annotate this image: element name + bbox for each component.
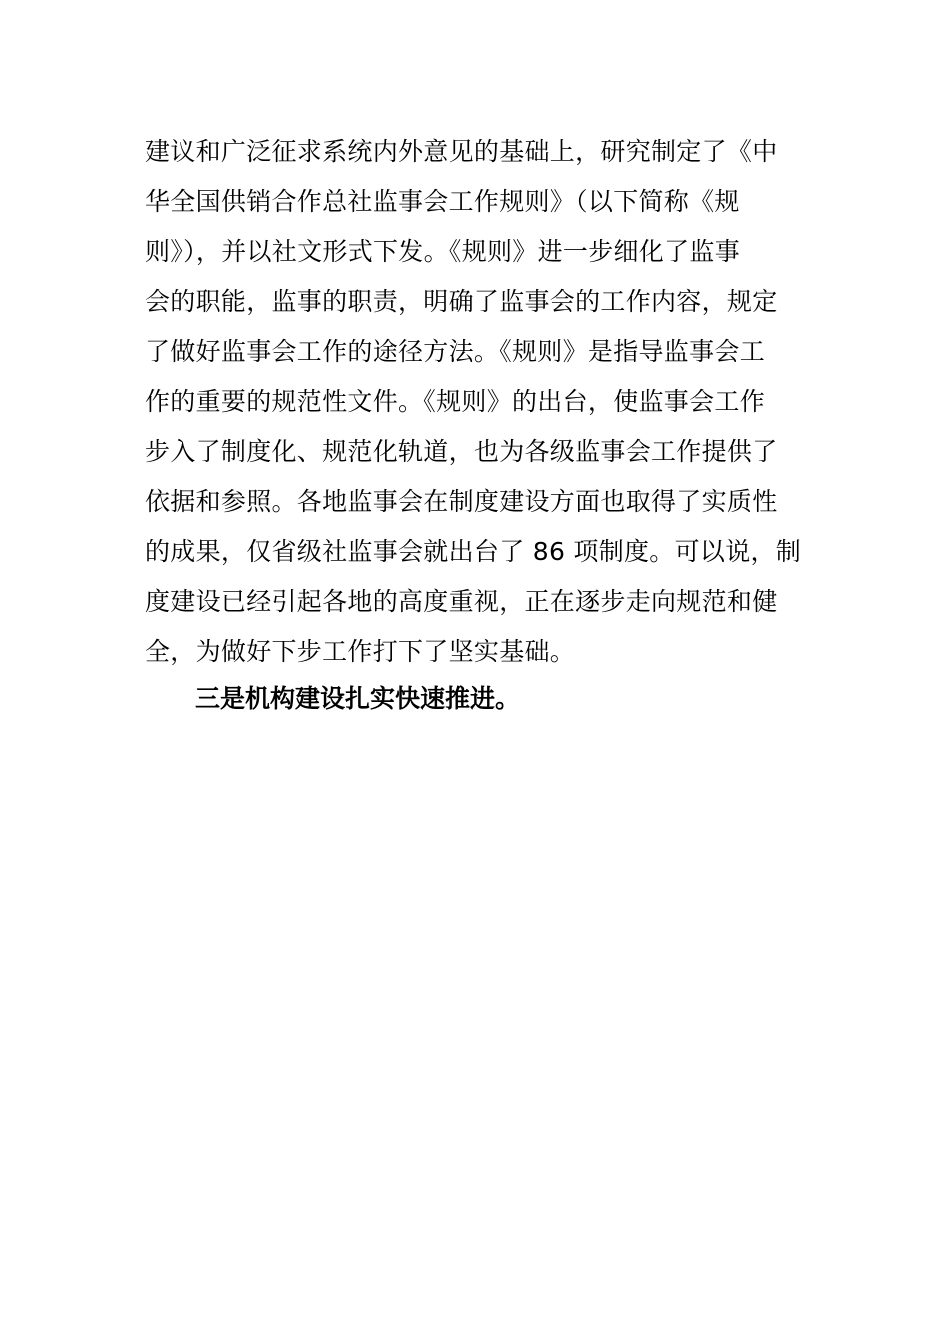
paragraph-line: 作的重要的规范性文件。《规则》的出台，使监事会工作: [145, 387, 766, 416]
body-paragraph: [145, 127, 810, 677]
paragraph-line: 度建设已经引起各地的高度重视，正在逐步走向规范和健: [145, 587, 778, 616]
paragraph-line: 则》），并以社文形式下发。《规则》进一步细化了监事: [145, 237, 741, 266]
paragraph-line: 建议和广泛征求系统内外意见的基础上，研究制定了《中: [145, 137, 778, 166]
paragraph-line: 华全国供销合作总社监事会工作规则》（以下简称《规: [145, 187, 740, 216]
paragraph-line: 了做好监事会工作的途径方法。《规则》是指导监事会工: [145, 337, 766, 366]
section-heading: 三是机构建设扎实快速推进。: [195, 684, 521, 713]
paragraph-line: 全，为做好下步工作打下了坚实基础。: [145, 637, 576, 666]
paragraph-line: 会的职能，监事的职责，明确了监事会的工作内容，规定: [145, 287, 778, 316]
paragraph-line: 步入了制度化、规范化轨道，也为各级监事会工作提供了: [145, 437, 778, 466]
paragraph-line: 的成果，仅省级社监事会就出台了 86 项制度。可以说，制: [145, 537, 802, 566]
paragraph-line: 依据和参照。各地监事会在制度建设方面也取得了实质性: [145, 487, 778, 516]
